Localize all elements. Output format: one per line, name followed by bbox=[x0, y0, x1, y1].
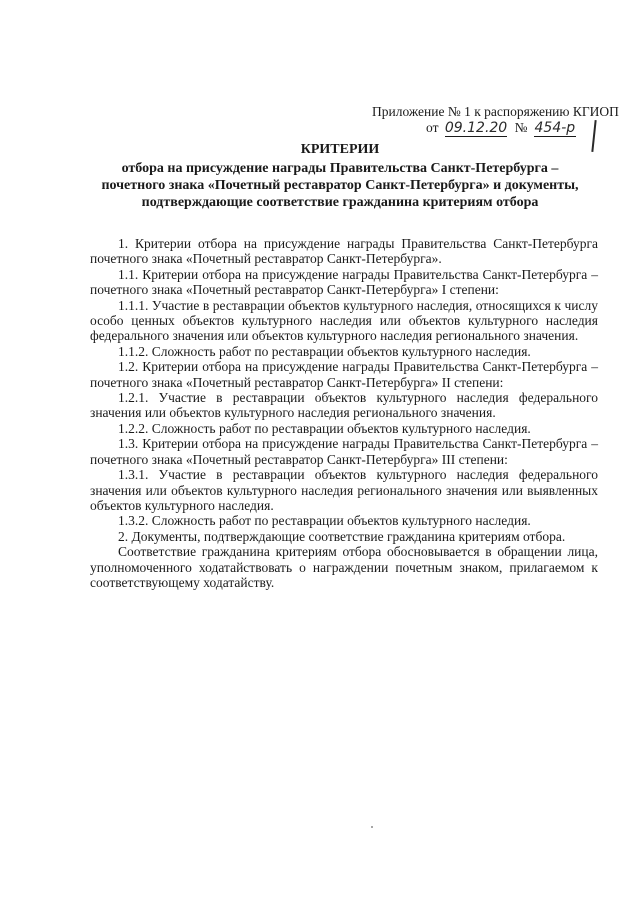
paragraph-1-1-2: 1.1.2. Сложность работ по реставрации объектов культурного наследия. bbox=[118, 343, 531, 359]
document-title bbox=[100, 141, 580, 211]
handwritten-order-number: 454-р bbox=[534, 120, 576, 136]
title-line: почетного знака «Почетный реставратор Санкт-Петербурга» и документы, bbox=[101, 178, 579, 193]
handwritten-order-date: 09.12.20 bbox=[444, 120, 508, 136]
title-heading: КРИТЕРИИ bbox=[300, 142, 380, 157]
paragraph-1-1-1: 1.1.1. Участие в реставрации объектов культурного наследия, относящихся к числу особо ценных объектов культурного наследия или объектов культурного наследия федерального значения или объектов культурного наследия регионального значения. bbox=[90, 297, 598, 344]
paragraph-1-1: 1.1. Критерии отбора на присуждение награды Правительства Санкт-Петербурга – почетного знака «Почетный реставратор Санкт-Петербурга» I степени: bbox=[90, 266, 598, 298]
appendix-reference: Приложение № 1 к распоряжению КГИОП bbox=[372, 104, 619, 119]
paragraph-1-3-2: 1.3.2. Сложность работ по реставрации объектов культурного наследия. bbox=[118, 513, 531, 529]
appendix-header bbox=[372, 104, 619, 138]
paragraph-1: 1. Критерии отбора на присуждение награды Правительства Санкт-Петербурга почетного знака «Почетный реставратор Санкт-Петербурга». bbox=[90, 236, 598, 267]
paragraph-2: 2. Документы, подтверждающие соответствие гражданина критериям отбора. bbox=[118, 528, 566, 544]
page-dot-mark bbox=[371, 826, 373, 828]
order-date-number-line bbox=[426, 120, 612, 138]
paragraph-1-3: 1.3. Критерии отбора на присуждение награды Правительства Санкт-Петербурга – почетного знака «Почетный реставратор Санкт-Петербурга» III степени: bbox=[90, 436, 598, 467]
document-body bbox=[90, 236, 598, 590]
paragraph-closing: Соответствие гражданина критериям отбора обосновывается в обращении лица, уполномоченного ходатайствовать о награждении почетным знаком, прилагаемом к соответствующему ходатайству. bbox=[90, 544, 598, 590]
paragraph-1-2-1: 1.2.1. Участие в реставрации объектов культурного наследия федерального значения или объектов культурного наследия регионального значения. bbox=[90, 390, 598, 421]
from-label: от bbox=[426, 120, 439, 135]
title-line: подтверждающие соответствие гражданина критериям отбора bbox=[141, 195, 539, 210]
paragraph-1-2: 1.2. Критерии отбора на присуждение награды Правительства Санкт-Петербурга – почетного знака «Почетный реставратор Санкт-Петербурга» II степени: bbox=[90, 359, 598, 390]
number-label: № bbox=[514, 120, 528, 135]
title-line: отбора на присуждение награды Правительства Санкт-Петербурга – bbox=[121, 161, 559, 176]
paragraph-1-2-2: 1.2.2. Сложность работ по реставрации объектов культурного наследия. bbox=[118, 420, 531, 436]
paragraph-1-3-1: 1.3.1. Участие в реставрации объектов культурного наследия федерального значения или объектов культурного наследия регионального значения или выявленных объектов культурного наследия. bbox=[90, 467, 598, 513]
